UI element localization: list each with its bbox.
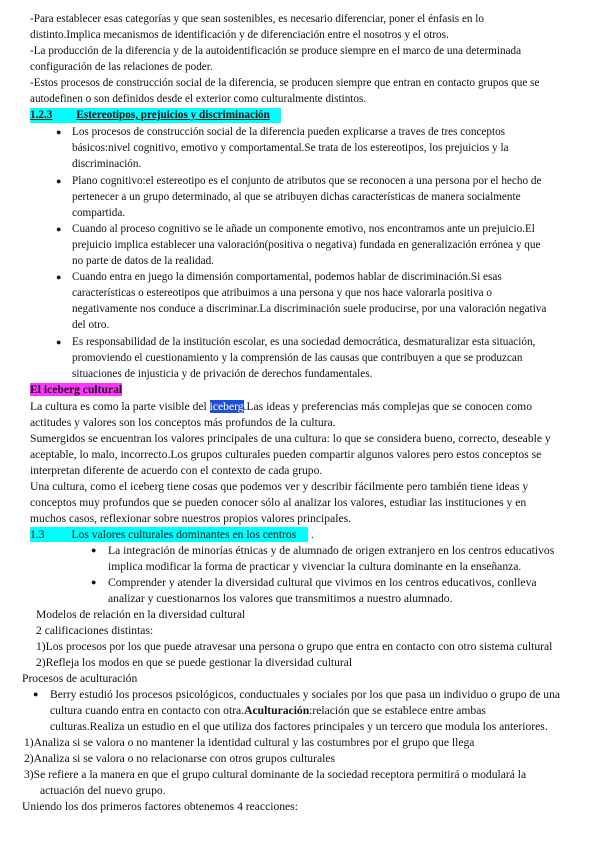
iceberg-line: aceptable, lo malo, incorrecto.Los grupos culturales pueden compartir algunos valores pero estos conceptos se <box>30 448 542 461</box>
modelos-line: Modelos de relación en la diversidad cultural <box>36 608 246 621</box>
factor-line: actuación del nuevo grupo. <box>40 784 166 797</box>
bullet-icon: ● <box>56 127 62 137</box>
list-item-line: culturas.Realiza un estudio en el que utiliza dos factores principales y un tercero que modula los anteriores. <box>50 720 548 733</box>
closing-line: Uniendo los dos primeros factores obtenemos 4 reacciones: <box>22 800 298 813</box>
bullet-icon: ● <box>56 272 62 282</box>
list-item-line: discriminación. <box>72 158 142 170</box>
list-item-line: analizar y cuestionarnos los valores que transmitimos a nuestro alumnado. <box>108 592 453 605</box>
list-item-line: pertenecer a un grupo determinado, al que se atribuyen dichas características de manera socialmente <box>72 191 521 203</box>
list-item-line: características o estereotipos que atribuimos a una persona y que nos hace valorarla positiva o <box>72 287 493 299</box>
procesos-heading: Procesos de aculturación <box>22 672 138 685</box>
iceberg-line: conceptos muy profundos que se pueden conocer sólo al analizar los valores, estudiar las instituciones y en <box>30 496 527 509</box>
list-item-line: del otro. <box>72 319 110 331</box>
intro-line: -Para establecer esas categorías y que sean sostenibles, es necesario diferenciar, poner el énfasis en lo <box>30 13 485 25</box>
section-title: Estereotipos, prejuicios y discriminación <box>76 109 270 121</box>
bullet-icon: ● <box>56 176 62 186</box>
iceberg-line: actitudes y valores son los conceptos más profundos de la cultura. <box>30 416 336 429</box>
iceberg-line: muchos casos, reflexionar sobre nuestros propios valores principales. <box>30 512 351 525</box>
bullet-icon: ● <box>91 545 97 555</box>
list-item-line: promoviendo el cuestionamiento y la comprensión de las causas que contribuyen a que se produzcan <box>72 352 523 364</box>
list-item-line: situaciones de injusticia y de privación de derechos fundamentales. <box>72 368 373 380</box>
list-item-line: básicos:nivel cognitivo, emotivo y comportamental.Se trata de los estereotipos, los prejuicios y la <box>72 142 509 154</box>
bullet-icon: ● <box>56 224 62 234</box>
section-trail: . <box>308 528 314 541</box>
list-item-line: no parte de datos de la realidad. <box>72 255 214 267</box>
intro-line: distinto.Implica mecanismos de identificación y de diferenciación entre el nosotros y el otros. <box>30 29 449 41</box>
list-item-line <box>50 703 486 718</box>
iceberg-heading <box>30 382 122 397</box>
bullet-icon: ● <box>56 337 62 347</box>
intro-line: -La producción de la diferencia y de la autoidentificación se produce siempre en el marco de una determinada <box>30 45 522 57</box>
list-item-line: compartida. <box>72 207 126 219</box>
section-number: 1.3 <box>30 528 45 541</box>
section-title: Los valores culturales dominantes en los centros <box>71 528 297 541</box>
bullet-icon: ● <box>33 689 39 699</box>
iceberg-line: Una cultura, como el iceberg tiene cosas que podemos ver y describir fácilmente pero también tiene ideas y <box>30 480 529 493</box>
selected-word[interactable]: iceberg <box>209 400 244 413</box>
iceberg-line: interpretan diferente de acuerdo con el contexto de cada grupo. <box>30 464 323 477</box>
berry-text: :relación que se establece entre ambas <box>309 704 486 717</box>
section-heading-1-3 <box>30 527 314 542</box>
list-item-line: implica modificar la forma de practicar y vivenciar la cultura dominante en la enseñanza. <box>108 560 522 573</box>
list-item-line: Plano cognitivo:el estereotipo es el conjunto de atributos que se reconocen a una persona por el hecho de <box>72 175 542 187</box>
iceberg-line: Sumergidos se encuentran los valores principales de una cultura: lo que se considera bueno, correcto, deseable y <box>30 432 551 445</box>
factor-line: 3)Se refiere a la manera en que el grupo cultural dominante de la sociedad receptora permitirá o modulará la <box>24 768 527 781</box>
list-item-line: negativamente nos conduce a discriminar.La discriminación suele producirse, por una valoración negativa <box>72 303 547 315</box>
section-heading-1-2-3 <box>30 108 281 123</box>
list-item-line: Cuando entra en juego la dimensión comportamental, podemos hablar de discriminación.Si esas <box>72 271 502 283</box>
list-item-line: La integración de minorías étnicas y de alumnado de origen extranjero en los centros educativos <box>108 544 555 557</box>
list-item-line: prejuicio implica establecer una valoración(positiva o negativa) fundada en generalización errónea y que <box>72 239 541 251</box>
intro-line: autodefinen o son definidos desde el exterior como culturalmente distintos. <box>30 93 367 105</box>
list-item-line: Berry estudió los procesos psicológicos, conductuales y sociales por los que pasa un individuo o grupo de una <box>50 688 561 701</box>
iceberg-line <box>30 399 532 414</box>
modelos-line: 2 calificaciones distintas: <box>36 624 154 637</box>
intro-line: -Estos procesos de construcción social de la diferencia, se producen siempre que entran en contacto grupos que se <box>30 77 540 89</box>
bullet-icon: ● <box>91 577 97 587</box>
list-item-line: Cuando al proceso cognitivo se le añade un componente emotivo, nos encontramos ante un prejuicio.El <box>72 223 535 235</box>
modelos-line: 2)Refleja los modos en que se puede gestionar la diversidad cultural <box>36 656 353 669</box>
factor-line: 1)Analiza si se valora o no mantener la identidad cultural y las costumbres por el grupo que llega <box>24 736 475 749</box>
list-item-line: Los procesos de construcción social de la diferencia pueden explicarse a traves de tres conceptos <box>72 126 506 138</box>
iceberg-text: La cultura es como la parte visible del <box>30 400 210 413</box>
factor-line: 2)Analiza si se valora o no relacionarse con otros grupos culturales <box>24 752 335 765</box>
intro-line: configuración de las relaciones de poder. <box>30 61 213 73</box>
list-item-line: Comprender y atender la diversidad cultural que vivimos en los centros educativos, conlleva <box>108 576 537 589</box>
iceberg-heading-text: El iceberg cultural <box>30 383 123 396</box>
iceberg-text: .Las ideas y preferencias más complejas que se conocen como <box>243 400 532 413</box>
modelos-line: 1)Los procesos por los que puede atravesar una persona o grupo que entra en contacto con otro sistema cultural <box>36 640 553 653</box>
section-number: 1.2.3 <box>30 109 53 121</box>
berry-text: cultura cuando entra en contacto con otra. <box>50 704 245 717</box>
list-item-line: Es responsabilidad de la institución escolar, es una sociedad democrática, desmaturalizar esta situación, <box>72 336 536 348</box>
aculturacion-term: Aculturación <box>244 704 310 717</box>
